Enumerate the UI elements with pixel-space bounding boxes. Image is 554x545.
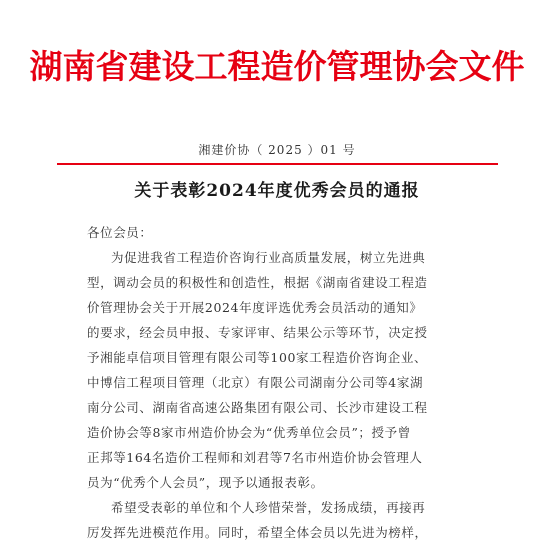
body-line: 价管理协会关于开展2024年度评选优秀会员活动的通知》 xyxy=(87,300,423,315)
body-line: 予湘能卓信项目管理有限公司等100家工程造价咨询企业、 xyxy=(87,350,428,365)
document-masthead: 湖南省建设工程造价管理协会文件 xyxy=(29,47,525,86)
red-divider xyxy=(57,163,498,165)
body-line: 南分公司、湖南省高速公路集团有限公司、长沙市建设工程 xyxy=(87,400,428,415)
body-line: 为促进我省工程造价咨询行业高质量发展，树立先进典 xyxy=(111,250,426,265)
body-line: 员为“优秀个人会员”，现予以通报表彰。 xyxy=(87,475,324,490)
document-body xyxy=(87,220,507,545)
body-line: 厉发挥先进模范作用。同时，希望全体会员以先进为榜样， xyxy=(87,525,428,540)
body-line: 希望受表彰的单位和个人珍惜荣誉，发扬成绩，再接再 xyxy=(111,500,426,515)
document-number: 湘建价协（ 2025 ）01 号 xyxy=(198,143,356,157)
body-line: 型，调动会员的积极性和创造性，根据《湖南省建设工程造 xyxy=(87,275,428,290)
body-line: 的要求，经会员申报、专家评审、结果公示等环节，决定授 xyxy=(87,325,428,340)
salutation: 各位会员： xyxy=(87,225,153,240)
body-line: 中博信工程项目管理（北京）有限公司湖南分公司等4家湖 xyxy=(87,375,424,390)
document-title: 关于表彰2024年度优秀会员的通报 xyxy=(134,181,420,201)
body-line: 正邦等164名造价工程师和刘君等7名市州造价协会管理人 xyxy=(87,450,423,465)
body-line: 造价协会等8家市州造价协会为“优秀单位会员”；授予曾 xyxy=(87,425,411,440)
